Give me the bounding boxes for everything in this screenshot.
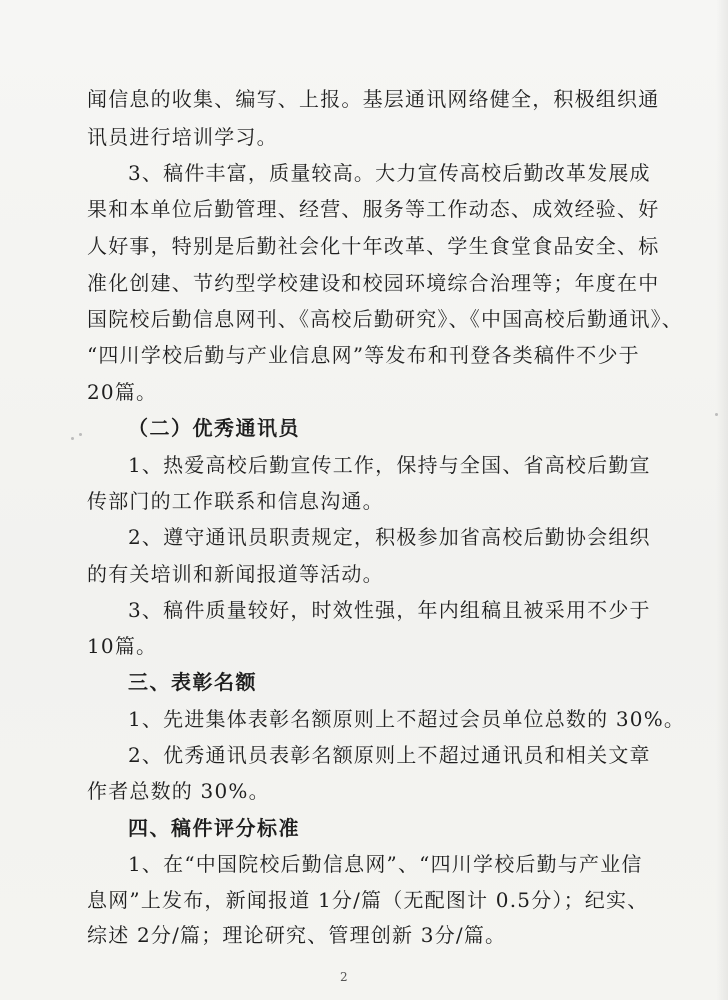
body-line: 2、遵守通讯员职责规定，积极参加省高校后勤协会组织 xyxy=(128,525,651,549)
body-line: 2、优秀通讯员表彰名额原则上不超过通讯员和相关文章 xyxy=(128,743,651,767)
body-line: 传部门的工作联系和信息沟通。 xyxy=(87,489,384,513)
body-line: 准化创建、节约型学校建设和校园环境综合治理等；年度在中 xyxy=(87,271,660,295)
body-line: 国院校后勤信息网刊、《高校后勤研究》、《中国高校后勤通讯》、 xyxy=(87,307,683,331)
body-line: 1、在“中国院校后勤信息网”、“四川学校后勤与产业信 xyxy=(128,852,643,876)
body-line: 闻信息的收集、编写、上报。基层通讯网络健全，积极组织通 xyxy=(87,87,660,111)
body-line: 的有关培训和新闻报道等活动。 xyxy=(87,562,384,586)
section-heading-commendation-quota: 三、表彰名额 xyxy=(128,670,257,694)
body-line: 1、热爱高校后勤宣传工作，保持与全国、省高校后勤宣 xyxy=(128,453,651,477)
body-line: 作者总数的 30%。 xyxy=(87,779,270,803)
body-line: 1、先进集体表彰名额原则上不超过会员单位总数的 30%。 xyxy=(128,707,686,731)
body-line: “四川学校后勤与产业信息网”等发布和刊登各类稿件不少于 xyxy=(87,343,640,367)
body-line: 10篇。 xyxy=(87,634,158,658)
body-line: 息网”上发布，新闻报道 1分/篇（无配图计 0.5分）；纪实、 xyxy=(87,888,649,912)
section-heading-scoring-standard: 四、稿件评分标准 xyxy=(128,816,300,840)
body-line: 3、稿件丰富，质量较高。大力宣传高校后勤改革发展成 xyxy=(128,161,651,185)
body-line: 讯员进行培训学习。 xyxy=(87,125,278,149)
scan-speck xyxy=(71,437,74,440)
body-line: 20篇。 xyxy=(87,380,158,404)
body-line: 人好事，特别是后勤社会化十年改革、学生食堂食品安全、标 xyxy=(87,234,660,258)
body-line: 3、稿件质量较好，时效性强，年内组稿且被采用不少于 xyxy=(128,598,651,622)
scan-speck xyxy=(79,433,82,436)
body-line: 果和本单位后勤管理、经营、服务等工作动态、成效经验、好 xyxy=(87,197,660,221)
scan-edge-shadow xyxy=(716,0,728,1000)
scan-speck xyxy=(715,413,718,416)
body-line: 综述 2分/篇；理论研究、管理创新 3分/篇。 xyxy=(87,923,507,947)
section-heading-excellent-correspondent: （二）优秀通讯员 xyxy=(128,416,300,440)
page-number: 2 xyxy=(340,970,348,984)
